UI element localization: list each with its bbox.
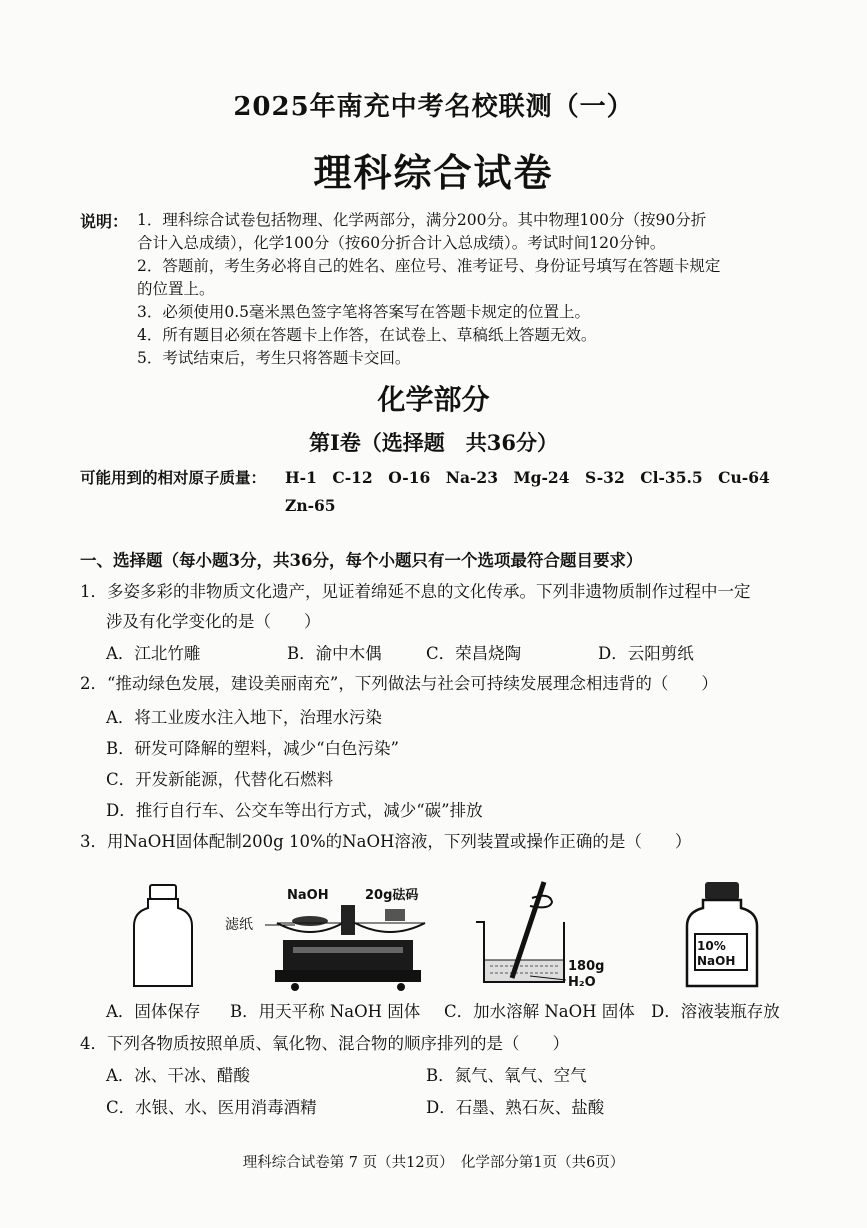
q2-option-c: C．开发新能源，代替化石燃料: [106, 770, 334, 789]
bottle-label-naoh: NaOH: [697, 954, 736, 968]
label-naoh: NaOH: [287, 888, 329, 903]
q2-option-a: A．将工业废水注入地下，治理水污染: [106, 708, 382, 727]
instruction-line: 3．必须使用0.5毫米黑色签字笔将答案写在答题卡规定的位置上。: [137, 303, 591, 321]
atomic-mass-label: 可能用到的相对原子质量：: [80, 468, 267, 487]
q4-option-d: D．石墨、熟石灰、盐酸: [426, 1098, 605, 1117]
reagent-bottle-figure: [128, 882, 198, 992]
balance-figure: [225, 885, 440, 995]
instruction-line: 1．理科综合试卷包括物理、化学两部分，满分200分。其中物理100分（按90分折: [137, 211, 707, 229]
instruction-line: 的位置上。: [137, 280, 215, 298]
q4-option-b: B．氮气、氧气、空气: [426, 1066, 587, 1085]
q1-stem: 1．多姿多彩的非物质文化遗产，见证着绵延不息的文化传承。下列非遗物质制作过程中一定: [80, 582, 751, 601]
q2-stem: 2．“推动绿色发展，建设美丽南充”，下列做法与社会可持续发展理念相违背的（ ）: [80, 674, 718, 693]
instruction-line: 2．答题前，考生务必将自己的姓名、座位号、准考证号、身份证号填写在答题卡规定: [137, 257, 721, 275]
instruction-line: 合计入总成绩），化学100分（按60分折合计入总成绩）。考试时间120分钟。: [137, 234, 666, 252]
instruction-line: 5．考试结束后，考生只将答题卡交回。: [137, 349, 411, 367]
exam-series-title: 2025年南充中考名校联测（一）: [233, 92, 634, 122]
instruction-line: 4．所有题目必须在答题卡上作答，在试卷上、草稿纸上答题无效。: [137, 326, 597, 344]
q3-stem: 3．用NaOH固体配制200g 10%的NaOH溶液，下列装置或操作正确的是（ ）: [80, 832, 692, 851]
section-title: 化学部分: [377, 383, 490, 416]
q4-option-c: C．水银、水、医用消毒酒精: [106, 1098, 317, 1117]
q2-option-d: D．推行自行车、公交车等出行方式，减少“碳”排放: [106, 801, 483, 820]
beaker-figure: [470, 878, 610, 993]
q4-option-a: A．冰、干冰、醋酸: [106, 1066, 250, 1085]
paper-title: 理科综合试卷: [313, 150, 554, 195]
q1-option-b: B．渝中木偶: [287, 644, 382, 663]
q1-stem-cont: 涉及有化学变化的是（ ）: [106, 612, 321, 631]
atomic-mass-list: H-1 C-12 O-16 Na-23 Mg-24 S-32 Cl-35.5 Cu-64: [285, 468, 770, 487]
atomic-mass-list-cont: Zn-65: [285, 496, 336, 515]
part-heading: 一、选择题（每小题3分，共36分，每个小题只有一个选项最符合题目要求）: [80, 551, 643, 570]
q1-option-c: C．荣昌烧陶: [426, 644, 522, 663]
label-water: H₂O: [568, 975, 596, 990]
q4-stem: 4．下列各物质按照单质、氧化物、混合物的顺序排列的是（ ）: [80, 1034, 569, 1053]
q3-option-d: D．溶液装瓶存放: [651, 1002, 780, 1021]
q1-option-a: A．江北竹雕: [106, 644, 201, 663]
label-filter-paper: 滤纸: [225, 917, 253, 933]
q2-option-b: B．研发可降解的塑料，减少“白色污染”: [106, 739, 399, 758]
section-subtitle: 第Ⅰ卷（选择题 共36分）: [308, 430, 559, 455]
labeled-bottle-figure: [683, 880, 763, 992]
page-footer: 理科综合试卷第 7 页（共12页） 化学部分第1页（共6页）: [242, 1155, 625, 1171]
label-weight: 20g砝码: [365, 888, 419, 903]
q3-option-c: C．加水溶解 NaOH 固体: [444, 1002, 635, 1021]
q3-option-b: B．用天平称 NaOH 固体: [230, 1002, 421, 1021]
bottle-label-percent: 10%: [697, 939, 726, 953]
label-water-mass: 180g: [568, 959, 605, 974]
q1-option-d: D．云阳剪纸: [598, 644, 694, 663]
q3-option-a: A．固体保存: [106, 1002, 201, 1021]
instructions-label: 说明：: [80, 212, 129, 231]
